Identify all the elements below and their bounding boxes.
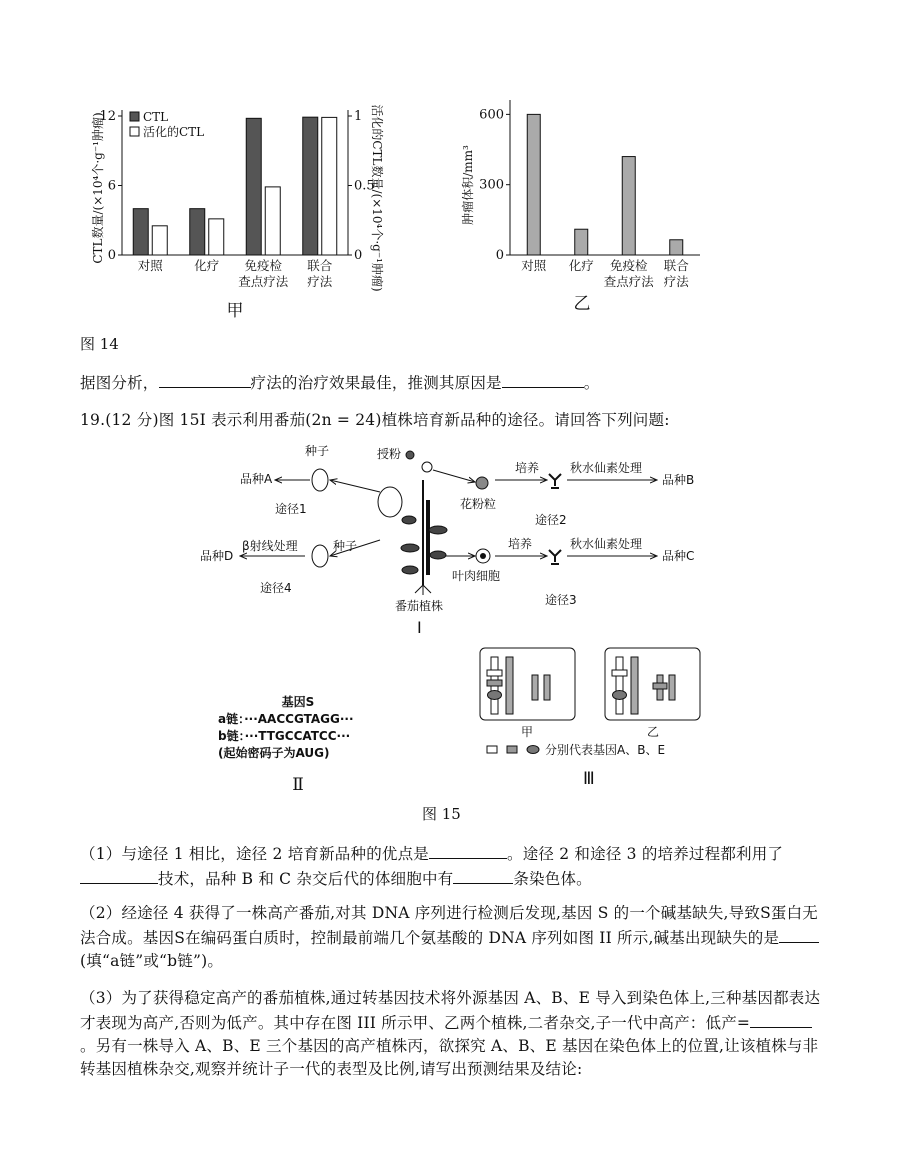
legend-swatch [130,112,139,121]
variety-b-label: 品种B [662,473,695,487]
activated-ctl-bar [152,226,167,255]
x-tick-label: 对照 [137,258,163,273]
tomato-plant-label: 番茄植株 [395,599,444,613]
yi-caption: 乙 [573,294,591,314]
ctl-bar [246,118,261,255]
analysis-text-3: 。 [583,374,600,392]
analysis-text-2: 疗法的治疗效果最佳，推测其原因是 [250,374,502,392]
x-tick-label: 对照 [521,258,547,273]
y2-tick-label: 1 [354,109,363,124]
variety-c-label: 品种C [662,549,695,563]
x-tick-label: 联合 [307,258,333,273]
start-codon-note: (起始密码子为AUG) [218,746,330,760]
y2-tick-label: 0 [354,248,363,263]
q1-text-1: （1）与途径 1 相比，途径 2 培育新品种的优点是 [80,845,429,863]
gene-b-symbol [507,746,517,753]
analysis-text-1: 据图分析， [80,374,159,392]
y-tick-label: 600 [479,107,504,123]
legend-label: 活化的CTL [143,125,205,139]
analysis-question [80,370,825,395]
jia-y2label: 活化的CTL数量/(×10⁴个·g⁻¹肿瘤) [370,104,384,292]
callus-icon-2 [549,550,561,564]
q2-text-1: （2）经途径 4 获得了一株高产番茄,对其 DNA 序列进行检测后发现,基因 S 的一个碱基缺失,导致S蛋白无法合成。基因S在编码蛋白质时，控制最前端几个氨基酸的 DNA 序列如图 II 所示,碱基出现缺失的是 [80,904,818,947]
tumor-volume-bar [527,114,540,255]
x-tick-label: 免疫检 [244,258,283,273]
ctl-bar [190,209,205,255]
question-2 [80,902,825,973]
gene-a-symbol [487,746,497,753]
x-tick-label: 疗法 [307,274,333,289]
chart-jia [80,70,410,325]
culture-2-label: 培养 [508,537,533,551]
yi-ylabel: 肿瘤体积/mm³ [461,145,475,225]
answer-blank [779,925,819,943]
seed-top-label: 种子 [305,444,330,458]
q1-text-3: 技术，品种 B 和 C 杂交后代的体细胞中有 [158,870,454,888]
diagram-I-label: I [417,618,422,637]
x-tick-label: 疗法 [663,274,689,289]
gene-s-block [218,693,378,795]
answer-blank [429,841,507,859]
x-tick-label: 免疫检 [609,258,648,273]
tumor-volume-bar [622,157,635,255]
gene-s-title: 基因S [281,695,315,709]
callus-icon [549,474,561,488]
variety-a-label: 品种A [240,472,273,486]
figure-14-label: 图 14 [80,335,119,353]
activated-ctl-bar [209,219,224,255]
route-2-label: 途径2 [535,513,567,527]
diagram-II-label: Ⅱ [292,775,304,795]
culture-1-label: 培养 [515,461,540,475]
y-tick-label: 0 [495,248,504,263]
tumor-volume-bar [575,229,588,255]
diagram-III [475,643,715,788]
y2-tick-label: 0.5 [354,178,375,194]
route-1-label: 途径1 [275,502,307,516]
answer-blank [750,1010,812,1028]
plant-yi-label: 乙 [647,725,660,739]
pollen-grain-icon [476,477,488,489]
y-tick-label: 300 [479,177,504,193]
legend-label: CTL [143,110,169,124]
x-tick-label: 查点疗法 [603,274,654,289]
x-tick-label: 化疗 [194,258,220,273]
question-3 [80,987,825,1081]
answer-blank [453,866,513,884]
x-tick-label: 联合 [663,258,689,273]
variety-d-label: 品种D [200,549,234,563]
q3-text-1: （3）为了获得稳定高产的番茄植株,通过转基因技术将外源基因 A、B、E 导入到染色体上,三种基因都表达才表现为高产,否则为低产。其中存在图 III 所示甲、乙两个植株,二者杂交,子一代中高产：低产= [80,989,821,1032]
q1-text-2: 。途径 2 和途径 3 的培养过程都利用了 [507,845,784,863]
tomato-plant-icon [378,480,447,595]
activated-ctl-bar [322,117,337,255]
answer-blank [502,370,584,388]
seed-icon-2 [312,545,328,567]
question-1 [80,841,825,891]
gene-legend-label: 分别代表基因A、B、E [545,743,666,757]
colchicine-1-label: 秋水仙素处理 [570,461,643,475]
jia-ylabel: CTL数量/(×10⁴个·g⁻¹肿瘤) [91,112,105,264]
b-chain: b链：···TTGCCATCC··· [218,729,351,743]
ctl-bar [303,117,318,255]
x-tick-label: 查点疗法 [238,274,289,289]
plant-jia-label: 甲 [521,725,534,739]
question-19-stem: 19.(12 分)图 15I 表示利用番茄(2n = 24)植株培育新品种的途径。请回答下列问题: [80,411,670,429]
q3-text-2: 。另有一株导入 A、B、E 三个基因的高产植株丙，欲探究 A、B、E 基因在染色体上的位置,让该植株与非转基因植株杂交,观察并统计子一代的表型及比例,请写出预测结果及结论: [80,1037,819,1078]
diagram-I [195,440,725,640]
gene-e-symbol [527,746,539,754]
diagram-III-label: Ⅲ [583,769,595,788]
x-tick-label: 化疗 [568,258,594,273]
q2-text-2: (填“a链”或“b链”)。 [80,952,224,970]
tumor-volume-bar [670,240,683,255]
q1-text-4: 条染色体。 [513,870,592,888]
chart-yi [460,85,710,320]
mesophyll-label: 叶肉细胞 [452,569,501,583]
route-4-label: 途径4 [260,581,292,595]
a-chain: a链：···AACCGTAGG··· [218,712,354,726]
activated-ctl-bar [265,187,280,255]
seed-icon [312,469,328,491]
seed-mid-label: 种子 [333,539,358,553]
beta-ray-label: β射线处理 [242,539,298,553]
answer-blank [80,866,158,884]
pollen-label: 花粉粒 [460,497,497,511]
y-tick-label: 0 [107,248,116,263]
y-tick-label: 6 [107,178,116,194]
ctl-bar [133,209,148,255]
colchicine-2-label: 秋水仙素处理 [570,537,643,551]
legend-swatch [130,127,139,136]
jia-caption: 甲 [226,301,244,321]
answer-blank [159,370,251,388]
figure-15-label: 图 15 [422,805,461,823]
y-tick-label: 12 [99,109,116,124]
pollination-label: 授粉 [377,447,402,461]
route-3-label: 途径3 [545,593,577,607]
